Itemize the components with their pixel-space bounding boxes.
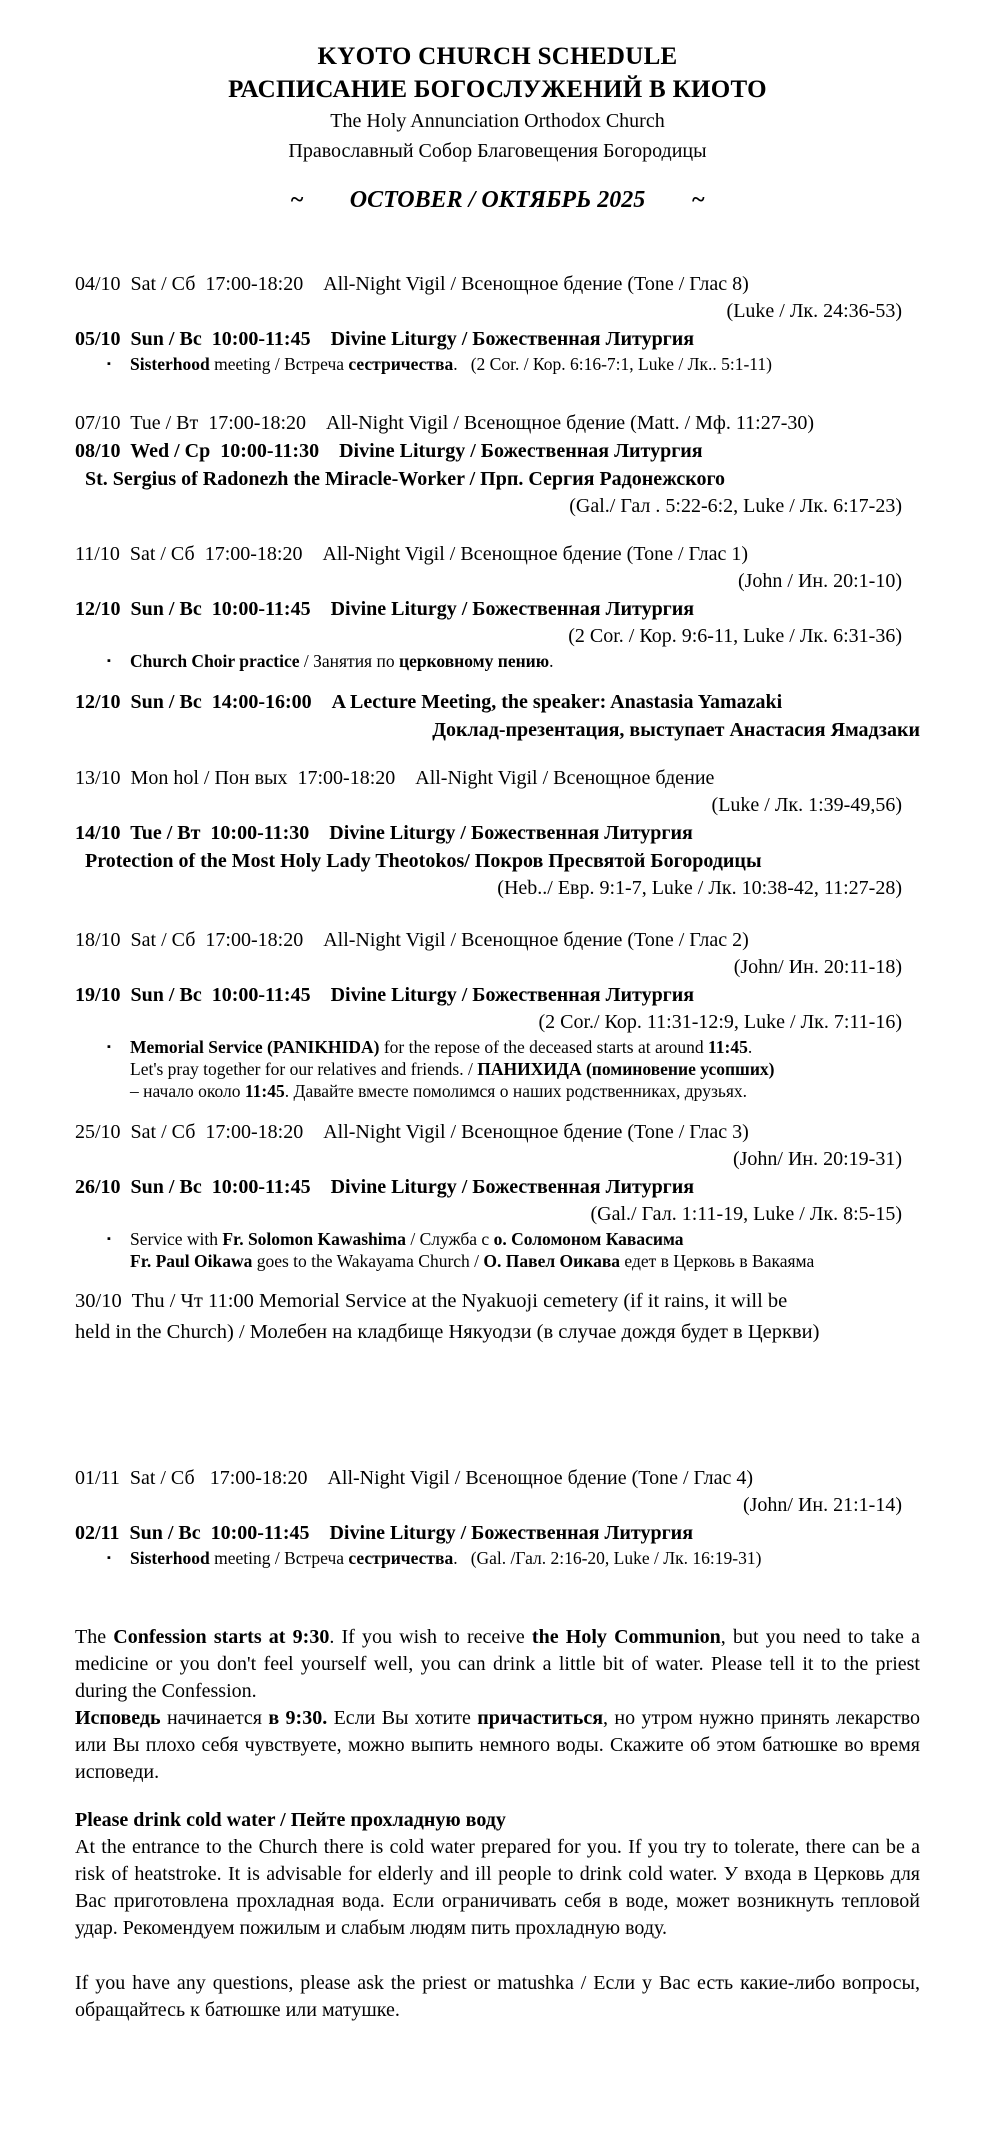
spacer: [75, 375, 920, 409]
spacer: [75, 1348, 920, 1464]
text-bold: 26/10 Sun / Вс 10:00-11:45 Divine Liturgy / Божественная Литургия: [75, 1176, 695, 1198]
note-para: [75, 1834, 920, 1942]
text: The: [75, 1626, 114, 1648]
bullet-marker-icon: ▪: [107, 358, 111, 370]
schedule-line-ref: [75, 792, 920, 819]
schedule-line-bullet: [75, 353, 920, 375]
text-bold: 14/10 Tue / Вт 10:00-11:30 Divine Liturgy / Божественная Литургия: [75, 822, 693, 844]
schedule-line-plain: [75, 1464, 920, 1492]
text: meeting / Встреча: [209, 354, 349, 374]
text-bold: Memorial Service (PANIKHIDA): [130, 1037, 380, 1057]
schedule-line-bold: [75, 819, 920, 847]
text-bold: St. Sergius of Radonezh the Miracle-Worker / Прп. Сергия Радонежского: [85, 468, 726, 490]
text: , but you need to take a medicine or you don't feel yourself well, you can drink a little bit of water. Please tell it to the priest during the Confession.: [75, 1626, 921, 1702]
spacer: [75, 672, 920, 688]
spacer: [75, 520, 920, 540]
schedule-line-bold: [75, 1173, 920, 1201]
text-bold: 12/10 Sun / Вс 10:00-11:45 Divine Liturgy / Божественная Литургия: [75, 598, 695, 620]
text-bold: 05/10 Sun / Вс 10:00-11:45 Divine Liturgy / Божественная Литургия: [75, 328, 695, 350]
schedule-line-ref: [75, 1201, 920, 1228]
note-para: [75, 1970, 920, 2024]
schedule-line-plain: [75, 1118, 920, 1146]
schedule-line-ref: [75, 568, 920, 595]
text: meeting / Встреча: [209, 1548, 349, 1568]
text: goes to the Wakayama Church /: [252, 1251, 484, 1271]
text: 01/11 Sat / Сб 17:00-18:20 All-Night Vigil / Всенощное бдение (Tone / Глас 4): [75, 1467, 753, 1489]
text: (Luke / Лк. 24:36-53): [726, 300, 902, 322]
text: 18/10 Sat / Сб 17:00-18:20 All-Night Vigil / Всенощное бдение (Tone / Глас 2): [75, 929, 749, 951]
schedule-line-plain: [75, 764, 920, 792]
schedule-line-bold: [75, 595, 920, 623]
text-bold: сестричества: [348, 1548, 454, 1568]
text-bold: 11:45: [707, 1037, 748, 1057]
schedule-line-sub: [75, 847, 920, 875]
text-bold: Sisterhood: [130, 354, 210, 374]
text-bold: причаститься: [477, 1707, 604, 1729]
text-bold: Sisterhood: [130, 1548, 210, 1568]
text-bold: в 9:30.: [268, 1707, 328, 1729]
text-bold: о. Соломоном Кавасима: [493, 1229, 684, 1249]
text-bold: the Holy Communion: [531, 1626, 721, 1648]
spacer: [75, 1102, 920, 1118]
schedule-line-ref: [75, 875, 920, 902]
text: Если Вы хотите: [327, 1707, 478, 1729]
church-name-russian: Православный Собор Благовещения Богородицы: [288, 140, 707, 162]
spacer: [75, 1272, 920, 1286]
schedule-line-plain30: [75, 1317, 920, 1348]
schedule-line-sub: [75, 465, 920, 493]
schedule-line-bold: [75, 437, 920, 465]
text: 25/10 Sat / Сб 17:00-18:20 All-Night Vigil / Всенощное бдение (Tone / Глас 3): [75, 1121, 749, 1143]
month-label: OCTOBER / ОКТЯБРЬ 2025: [349, 187, 646, 213]
text-bold: 11:45: [244, 1081, 285, 1101]
text: (John/ Ин. 21:1-14): [742, 1494, 902, 1516]
text-bold: О. Павел Оикава: [483, 1251, 621, 1271]
text: . (Gal. /Гал. 2:16-20, Luke / Лк. 16:19-31): [453, 1548, 762, 1568]
text: / Занятия по: [299, 651, 399, 671]
spacer: [75, 744, 920, 764]
schedule-line-plain: [75, 270, 920, 298]
schedule-line-ref: [75, 623, 920, 650]
text: (Heb../ Евр. 9:1-7, Luke / Лк. 10:38-42, 11:27-28): [497, 877, 902, 899]
title-russian: РАСПИСАНИЕ БОГОСЛУЖЕНИЙ В КИОТО: [228, 76, 767, 103]
text: / Служба с: [405, 1229, 494, 1249]
schedule-line-cont: [75, 1250, 920, 1272]
notes-section: [75, 1624, 920, 2024]
text: (John/ Ин. 20:11-18): [733, 956, 902, 978]
text-bold: 12/10 Sun / Вс 14:00-16:00 A Lecture Meeting, the speaker: Anastasia Yamazaki: [75, 691, 783, 713]
text-bold: Church Choir practice: [130, 651, 300, 671]
schedule-line-ref: [75, 954, 920, 981]
tilde-left: ~: [290, 187, 304, 213]
text: (John / Ин. 20:1-10): [737, 570, 902, 592]
month-heading: [75, 182, 920, 218]
text-bold: ПАНИХИДА (поминовение усопших): [477, 1059, 775, 1079]
text-bold: церковному пению: [398, 651, 550, 671]
schedule-line-bullet: [75, 1036, 920, 1058]
text: for the repose of the deceased starts at around: [379, 1037, 708, 1057]
text: .: [747, 1037, 753, 1057]
schedule-line-ref: [75, 1009, 920, 1036]
text-bold: 08/10 Wed / Ср 10:00-11:30 Divine Liturgy / Божественная Литургия: [75, 440, 703, 462]
schedule-line-bullet: [75, 1547, 920, 1569]
text: (John/ Ин. 20:19-31): [732, 1148, 902, 1170]
church-name-english: The Holy Annunciation Orthodox Church: [330, 110, 665, 132]
note-para: [75, 1705, 920, 1786]
spacer: [75, 1786, 920, 1806]
text: , но утром нужно принять лекарство или Вы плохо себя чувствуете, можно выпить немного воды. Скажите об этом батюшке во время исповеди.: [75, 1707, 921, 1783]
text: Service with: [130, 1229, 223, 1249]
text-bold: Доклад-презентация, выступает Анастасия Ямадзаки: [432, 719, 920, 741]
note-para: [75, 1624, 920, 1705]
schedule-line-cont: [75, 1080, 920, 1102]
text-bold: Исповедь: [75, 1707, 161, 1729]
text: 30/10 Thu / Чт 11:00 Memorial Service at the Nyakuoji cemetery (if it rains, it will be: [75, 1290, 788, 1312]
text: held in the Church) / Молебен на кладбище Някуодзи (в случае дождя будет в Церкви): [75, 1321, 820, 1343]
text-bold: сестричества: [348, 354, 454, 374]
text: начинается: [160, 1707, 269, 1729]
bullet-marker-icon: ▪: [107, 1233, 111, 1245]
text: (Gal./ Гал. 1:11-19, Luke / Лк. 8:5-15): [590, 1203, 902, 1225]
text-bold: 19/10 Sun / Вс 10:00-11:45 Divine Liturgy / Божественная Литургия: [75, 984, 695, 1006]
text: (Gal./ Гал . 5:22-6:2, Luke / Лк. 6:17-23): [569, 495, 902, 517]
schedule-line-ref: [75, 1146, 920, 1173]
bullet-marker-icon: ▪: [107, 1552, 111, 1564]
text-bold: Fr. Paul Oikawa: [130, 1251, 253, 1271]
text: . (2 Cor. / Кор. 6:16-7:1, Luke / Лк.. 5:1-11): [453, 354, 772, 374]
text: If you have any questions, please ask the priest or matushka / Если у Вас есть какие-либо вопросы, обращайтесь к батюшке или матушке.: [75, 1972, 920, 2021]
schedule-line-plain: [75, 540, 920, 568]
text: . Давайте вместе помолимся о наших родственниках, друзьях.: [284, 1081, 748, 1101]
schedule-line-plain30: [75, 1286, 920, 1317]
text-bold: Confession starts at 9:30: [113, 1626, 330, 1648]
bullet-marker-icon: ▪: [107, 655, 111, 667]
text-bold: Please drink cold water / Пейте прохладную воду: [75, 1809, 506, 1831]
document-header: [75, 40, 920, 218]
text: . If you wish to receive: [329, 1626, 532, 1648]
text: – начало около: [130, 1081, 245, 1101]
schedule-line-ref: [75, 493, 920, 520]
schedule-line-bold-right: [75, 716, 920, 744]
text: 04/10 Sat / Сб 17:00-18:20 All-Night Vigil / Всенощное бдение (Tone / Глас 8): [75, 273, 749, 295]
schedule-line-ref: [75, 1492, 920, 1519]
tilde-right: ~: [691, 187, 705, 213]
schedule-line-plain: [75, 409, 920, 437]
text: (Luke / Лк. 1:39-49,56): [711, 794, 902, 816]
spacer: [75, 902, 920, 926]
schedule-line-bullet: [75, 1228, 920, 1250]
schedule-line-cont: [75, 1058, 920, 1080]
schedule-line-bullet: [75, 650, 920, 672]
text: Let's pray together for our relatives and friends. /: [130, 1059, 478, 1079]
text: (2 Cor./ Кор. 11:31-12:9, Luke / Лк. 7:11-16): [538, 1011, 902, 1033]
text: 13/10 Mon hol / Пон вых 17:00-18:20 All-Night Vigil / Всенощное бдение: [75, 767, 715, 789]
bullet-marker-icon: ▪: [107, 1041, 111, 1053]
schedule-line-ref: [75, 298, 920, 325]
text: .: [549, 651, 554, 671]
text: (2 Cor. / Кор. 9:6-11, Luke / Лк. 6:31-36): [568, 625, 902, 647]
text: 11/10 Sat / Сб 17:00-18:20 All-Night Vigil / Всенощное бдение (Tone / Глас 1): [75, 543, 748, 565]
text: 07/10 Tue / Вт 17:00-18:20 All-Night Vigil / Всенощное бдение (Matt. / Мф. 11:27-30): [75, 412, 815, 434]
schedule-line-bold: [75, 325, 920, 353]
title-english: KYOTO CHURCH SCHEDULE: [317, 43, 678, 70]
note-heading: [75, 1806, 920, 1834]
schedule-line-plain: [75, 926, 920, 954]
schedule-line-bold: [75, 688, 920, 716]
schedule-line-bold: [75, 981, 920, 1009]
text-bold: Fr. Solomon Kawashima: [222, 1229, 406, 1249]
text: At the entrance to the Church there is cold water prepared for you. If you try to tolerate, there can be a risk of heatstroke. It is advisable for elderly and ill people to drink cold water. У входа в Церковь для Вас приготовлена прохладная вода. Если ограничивать себя в воде, может возникнуть тепловой удар. Рекомендуем пожилым и слабым людям пить прохладную воду.: [75, 1836, 920, 1939]
schedule-line-bold: [75, 1519, 920, 1547]
schedule-list: [75, 270, 920, 1569]
spacer: [75, 1942, 920, 1970]
text-bold: Protection of the Most Holy Lady Theotokos/ Покров Пресвятой Богородицы: [85, 850, 762, 872]
text-bold: 02/11 Sun / Вс 10:00-11:45 Divine Liturgy / Божественная Литургия: [75, 1522, 694, 1544]
text: едет в Церковь в Вакаяма: [620, 1251, 815, 1271]
